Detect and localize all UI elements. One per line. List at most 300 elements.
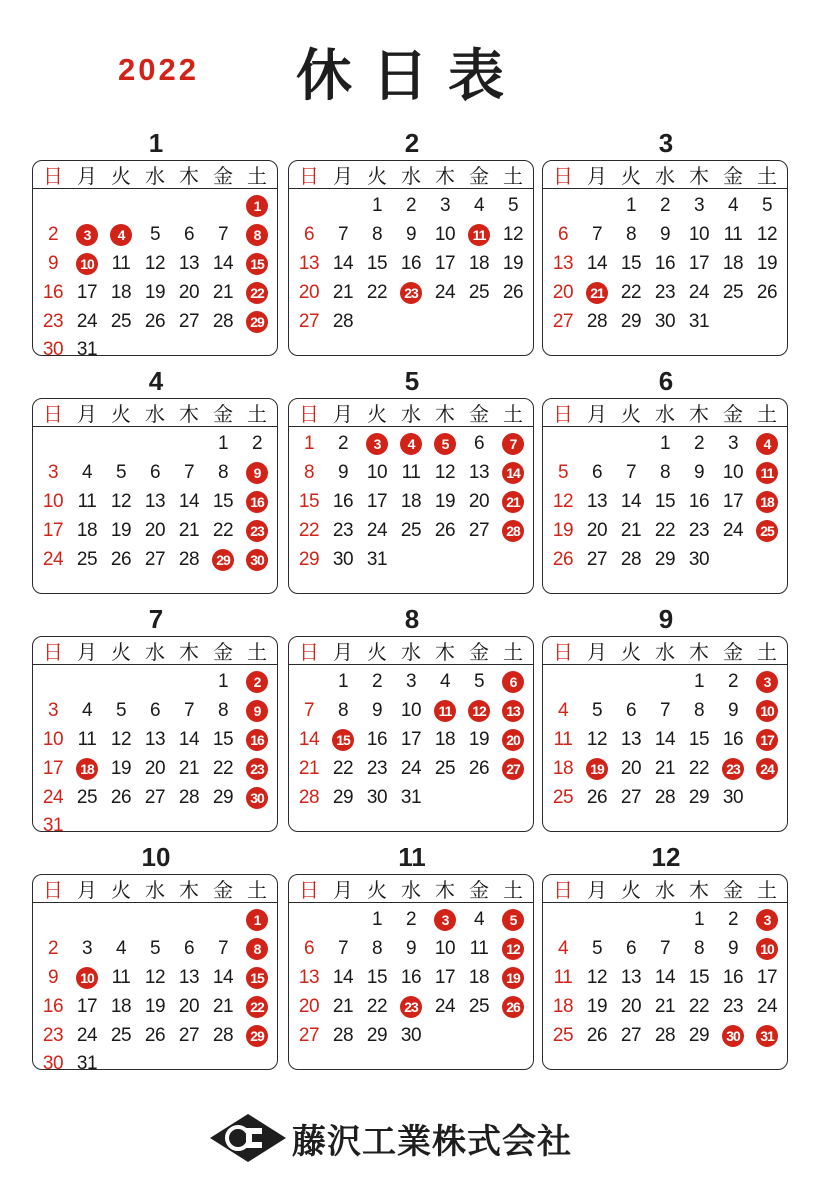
month-number: 1	[148, 128, 164, 158]
day-cell: 15	[654, 490, 676, 512]
day-cell: 19	[110, 757, 132, 779]
day-cell: 24	[722, 519, 744, 541]
empty-cell	[546, 906, 580, 935]
day-cell: 9	[727, 938, 739, 960]
day-cell: 20	[178, 281, 200, 303]
month-number: 7	[148, 604, 164, 634]
day-cell: 12	[756, 224, 778, 246]
holiday-day	[240, 783, 274, 812]
empty-cell	[462, 1021, 496, 1050]
weekday-label: 金	[213, 640, 233, 664]
day-cell: 20	[552, 281, 574, 303]
holiday-circle: 8	[246, 224, 268, 246]
day-cell: 17	[434, 966, 456, 988]
holiday-circle: 3	[366, 433, 388, 455]
empty-cell	[648, 906, 682, 935]
weekday-label: 金	[469, 640, 489, 664]
empty-cell	[104, 336, 138, 365]
week-row	[292, 906, 530, 935]
day-cell: 10	[366, 462, 388, 484]
day-cell: 13	[552, 252, 574, 274]
weekday-label: 土	[503, 640, 523, 664]
weekday-header	[289, 875, 533, 903]
year-label: 2022	[118, 52, 199, 87]
day-cell: 4	[81, 462, 93, 484]
holiday-day	[240, 668, 274, 697]
empty-cell	[614, 430, 648, 459]
holiday-day	[496, 697, 530, 726]
day-cell: 10	[42, 728, 64, 750]
day-cell: 15	[212, 490, 234, 512]
day-cell: 3	[727, 433, 739, 455]
day-cell: 22	[298, 519, 320, 541]
day-cell: 25	[722, 281, 744, 303]
holiday-day	[496, 430, 530, 459]
empty-cell	[138, 1050, 172, 1079]
weekday-label: 月	[77, 164, 97, 188]
holiday-day	[428, 697, 462, 726]
day-cell: 20	[298, 281, 320, 303]
empty-cell	[580, 192, 614, 221]
day-cell: 2	[727, 909, 739, 931]
week-row	[292, 516, 530, 545]
day-cell: 22	[366, 995, 388, 1017]
weekday-label: 木	[179, 878, 199, 902]
weekday-header	[33, 875, 277, 903]
holiday-day	[240, 192, 274, 221]
day-cell: 10	[434, 224, 456, 246]
day-cell: 12	[144, 252, 166, 274]
day-cell: 5	[473, 671, 485, 693]
month-calendar	[32, 398, 278, 594]
empty-cell	[172, 906, 206, 935]
day-cell: 13	[178, 966, 200, 988]
empty-cell	[546, 192, 580, 221]
day-cell: 4	[473, 195, 485, 217]
day-cell: 3	[47, 462, 59, 484]
day-cell: 26	[586, 1024, 608, 1046]
day-cell: 16	[688, 490, 710, 512]
day-cell: 18	[110, 281, 132, 303]
weekday-label: 日	[299, 164, 319, 188]
weekday-label: 水	[401, 164, 421, 188]
holiday-day	[750, 906, 784, 935]
week-row	[546, 1021, 784, 1050]
holiday-day	[206, 545, 240, 574]
week-row	[546, 488, 784, 517]
holiday-day	[496, 754, 530, 783]
company-logo-icon	[208, 1112, 288, 1164]
week-row	[36, 488, 274, 517]
day-cell: 6	[625, 938, 637, 960]
holiday-circle: 29	[246, 1025, 268, 1047]
empty-cell	[614, 906, 648, 935]
holiday-circle: 1	[246, 909, 268, 931]
day-cell: 7	[659, 938, 671, 960]
day-cell: 14	[620, 490, 642, 512]
month-number: 6	[658, 366, 674, 396]
day-cell: 16	[42, 281, 64, 303]
day-cell: 28	[620, 548, 642, 570]
weekday-label: 金	[469, 878, 489, 902]
month-number: 9	[658, 604, 674, 634]
holiday-day	[240, 278, 274, 307]
weekday-label: 月	[333, 402, 353, 426]
day-cell: 31	[76, 339, 98, 361]
day-cell: 10	[434, 938, 456, 960]
empty-cell	[36, 906, 70, 935]
week-row	[36, 307, 274, 336]
holiday-day	[496, 459, 530, 488]
day-cell: 26	[502, 281, 524, 303]
day-cell: 30	[366, 786, 388, 808]
day-cell: 6	[625, 700, 637, 722]
week-row	[292, 783, 530, 812]
empty-cell	[580, 430, 614, 459]
day-cell: 30	[654, 310, 676, 332]
week-row	[292, 278, 530, 307]
weekday-label: 火	[621, 640, 641, 664]
holiday-day	[462, 697, 496, 726]
holiday-circle: 24	[756, 758, 778, 780]
day-cell: 14	[298, 728, 320, 750]
day-grid	[289, 427, 533, 574]
empty-cell	[172, 192, 206, 221]
week-row	[292, 192, 530, 221]
week-row	[546, 783, 784, 812]
weekday-label: 日	[299, 640, 319, 664]
weekday-label: 土	[247, 402, 267, 426]
day-cell: 24	[76, 1024, 98, 1046]
weekday-label: 月	[77, 402, 97, 426]
day-cell: 6	[149, 700, 161, 722]
weekday-label: 日	[299, 878, 319, 902]
day-cell: 12	[144, 966, 166, 988]
day-cell: 16	[332, 490, 354, 512]
day-cell: 6	[303, 224, 315, 246]
empty-cell	[104, 192, 138, 221]
day-cell: 20	[178, 995, 200, 1017]
weekday-header	[543, 161, 787, 189]
month-calendar	[32, 874, 278, 1075]
weekday-label: 火	[367, 640, 387, 664]
day-cell: 15	[620, 252, 642, 274]
holiday-circle: 10	[756, 700, 778, 722]
empty-cell	[206, 192, 240, 221]
holiday-day	[240, 307, 274, 336]
day-cell: 7	[183, 462, 195, 484]
day-cell: 25	[400, 519, 422, 541]
day-cell: 8	[371, 938, 383, 960]
holiday-day	[496, 668, 530, 697]
day-grid	[543, 427, 787, 574]
day-cell: 27	[468, 519, 490, 541]
day-cell: 5	[115, 700, 127, 722]
week-row	[292, 221, 530, 250]
holiday-circle: 4	[400, 433, 422, 455]
day-cell: 20	[144, 757, 166, 779]
weekday-label: 土	[247, 164, 267, 188]
weekday-label: 土	[503, 164, 523, 188]
holiday-day	[240, 1021, 274, 1050]
empty-cell	[394, 307, 428, 336]
weekday-label: 火	[111, 878, 131, 902]
holiday-day	[70, 964, 104, 993]
week-row	[546, 459, 784, 488]
empty-cell	[428, 1021, 462, 1050]
day-cell: 18	[468, 966, 490, 988]
day-cell: 28	[178, 786, 200, 808]
day-cell: 26	[552, 548, 574, 570]
holiday-circle: 10	[756, 938, 778, 960]
empty-cell	[360, 307, 394, 336]
day-cell: 28	[212, 310, 234, 332]
day-cell: 7	[183, 700, 195, 722]
holiday-circle: 20	[502, 729, 524, 751]
day-cell: 18	[76, 519, 98, 541]
day-cell: 3	[47, 700, 59, 722]
holiday-circle: 10	[76, 967, 98, 989]
holiday-circle: 29	[246, 311, 268, 333]
day-grid	[33, 903, 277, 1079]
day-cell: 28	[586, 310, 608, 332]
day-cell: 28	[298, 786, 320, 808]
empty-cell	[138, 192, 172, 221]
week-row	[292, 668, 530, 697]
day-cell: 1	[659, 433, 671, 455]
empty-cell	[326, 906, 360, 935]
weekday-header	[289, 637, 533, 665]
day-grid	[33, 189, 277, 365]
weekday-label: 木	[435, 640, 455, 664]
day-cell: 16	[366, 728, 388, 750]
weekday-label: 火	[367, 878, 387, 902]
holiday-circle: 30	[246, 549, 268, 571]
weekday-label: 火	[621, 164, 641, 188]
day-cell: 21	[212, 995, 234, 1017]
holiday-circle: 12	[468, 700, 490, 722]
weekday-label: 月	[77, 878, 97, 902]
empty-cell	[104, 906, 138, 935]
day-cell: 16	[722, 728, 744, 750]
week-row	[292, 726, 530, 755]
holiday-day	[240, 250, 274, 279]
empty-cell	[750, 307, 784, 336]
weekday-label: 金	[723, 164, 743, 188]
holiday-day	[70, 221, 104, 250]
day-cell: 1	[337, 671, 349, 693]
holiday-circle: 11	[756, 462, 778, 484]
day-grid	[289, 189, 533, 336]
holiday-day	[70, 754, 104, 783]
month-number: 8	[404, 604, 420, 634]
day-cell: 4	[439, 671, 451, 693]
day-cell: 2	[47, 938, 59, 960]
day-cell: 31	[400, 786, 422, 808]
day-cell: 29	[366, 1024, 388, 1046]
day-cell: 1	[693, 671, 705, 693]
day-cell: 16	[42, 995, 64, 1017]
week-row	[36, 992, 274, 1021]
weekday-label: 金	[723, 640, 743, 664]
holiday-day	[104, 221, 138, 250]
day-cell: 6	[591, 462, 603, 484]
holiday-day	[750, 726, 784, 755]
day-cell: 12	[586, 728, 608, 750]
day-cell: 2	[405, 909, 417, 931]
empty-cell	[716, 545, 750, 574]
day-cell: 17	[76, 995, 98, 1017]
day-cell: 16	[400, 252, 422, 274]
empty-cell	[394, 545, 428, 574]
holiday-circle: 22	[246, 282, 268, 304]
week-row	[36, 430, 274, 459]
empty-cell	[292, 668, 326, 697]
day-cell: 8	[693, 938, 705, 960]
week-row	[292, 307, 530, 336]
week-row	[546, 726, 784, 755]
holiday-day	[496, 726, 530, 755]
day-cell: 7	[337, 938, 349, 960]
month-number: 10	[141, 842, 171, 872]
day-cell: 1	[371, 195, 383, 217]
empty-cell	[750, 783, 784, 812]
weekday-label: 水	[401, 640, 421, 664]
holiday-circle: 9	[246, 462, 268, 484]
holiday-circle: 21	[502, 491, 524, 513]
holiday-circle: 3	[434, 909, 456, 931]
day-cell: 24	[42, 548, 64, 570]
week-row	[546, 754, 784, 783]
weekday-label: 月	[587, 402, 607, 426]
holiday-circle: 23	[246, 520, 268, 542]
week-row	[36, 221, 274, 250]
day-cell: 14	[586, 252, 608, 274]
week-row	[546, 935, 784, 964]
empty-cell	[614, 668, 648, 697]
day-cell: 5	[149, 938, 161, 960]
weekday-label: 水	[655, 640, 675, 664]
weekday-label: 水	[655, 164, 675, 188]
day-cell: 19	[756, 252, 778, 274]
day-cell: 1	[217, 671, 229, 693]
weekday-label: 水	[401, 402, 421, 426]
empty-cell	[104, 668, 138, 697]
day-cell: 9	[47, 966, 59, 988]
day-cell: 25	[76, 786, 98, 808]
weekday-label: 火	[367, 164, 387, 188]
holiday-circle: 16	[246, 729, 268, 751]
holiday-day	[750, 668, 784, 697]
day-cell: 6	[183, 938, 195, 960]
day-cell: 6	[473, 433, 485, 455]
holiday-day	[428, 906, 462, 935]
weekday-label: 金	[213, 878, 233, 902]
day-cell: 20	[144, 519, 166, 541]
holiday-day	[750, 1021, 784, 1050]
day-cell: 25	[76, 548, 98, 570]
empty-cell	[462, 307, 496, 336]
day-grid	[543, 903, 787, 1050]
day-cell: 12	[552, 490, 574, 512]
weekday-label: 日	[553, 640, 573, 664]
day-cell: 9	[371, 700, 383, 722]
weekday-label: 日	[553, 878, 573, 902]
empty-cell	[428, 545, 462, 574]
day-cell: 28	[654, 1024, 676, 1046]
day-cell: 28	[332, 1024, 354, 1046]
empty-cell	[104, 430, 138, 459]
day-cell: 19	[144, 281, 166, 303]
day-cell: 7	[625, 462, 637, 484]
day-cell: 9	[659, 224, 671, 246]
empty-cell	[240, 336, 274, 365]
day-cell: 5	[115, 462, 127, 484]
day-cell: 16	[654, 252, 676, 274]
holiday-circle: 12	[502, 938, 524, 960]
weekday-header	[543, 637, 787, 665]
day-cell: 17	[756, 966, 778, 988]
day-cell: 27	[144, 548, 166, 570]
day-cell: 14	[654, 966, 676, 988]
day-cell: 31	[366, 548, 388, 570]
weekday-label: 金	[213, 164, 233, 188]
day-cell: 4	[727, 195, 739, 217]
holiday-day	[240, 516, 274, 545]
week-row	[292, 754, 530, 783]
day-cell: 8	[659, 462, 671, 484]
empty-cell	[206, 812, 240, 841]
day-cell: 27	[298, 1024, 320, 1046]
week-row	[292, 935, 530, 964]
day-cell: 28	[178, 548, 200, 570]
weekday-label: 土	[757, 402, 777, 426]
day-cell: 11	[111, 252, 131, 274]
day-cell: 13	[144, 490, 166, 512]
day-cell: 31	[42, 815, 64, 837]
day-cell: 19	[468, 728, 490, 750]
holiday-day	[580, 754, 614, 783]
day-cell: 22	[688, 995, 710, 1017]
month-number: 4	[148, 366, 164, 396]
empty-cell	[104, 1050, 138, 1079]
day-cell: 21	[212, 281, 234, 303]
week-row	[292, 459, 530, 488]
day-cell: 22	[212, 519, 234, 541]
day-cell: 5	[761, 195, 773, 217]
weekday-label: 月	[77, 640, 97, 664]
day-grid	[543, 189, 787, 336]
holiday-day	[394, 278, 428, 307]
day-cell: 2	[371, 671, 383, 693]
weekday-label: 木	[689, 878, 709, 902]
day-cell: 2	[693, 433, 705, 455]
day-cell: 29	[654, 548, 676, 570]
month-calendar	[542, 636, 788, 832]
month-calendar	[32, 636, 278, 837]
month-calendar	[32, 160, 278, 361]
weekday-label: 土	[757, 164, 777, 188]
day-cell: 18	[552, 757, 574, 779]
holiday-circle: 23	[722, 758, 744, 780]
day-cell: 21	[654, 995, 676, 1017]
empty-cell	[70, 812, 104, 841]
day-cell: 24	[366, 519, 388, 541]
empty-cell	[36, 668, 70, 697]
weekday-label: 金	[469, 402, 489, 426]
day-cell: 8	[371, 224, 383, 246]
weekday-label: 日	[553, 402, 573, 426]
